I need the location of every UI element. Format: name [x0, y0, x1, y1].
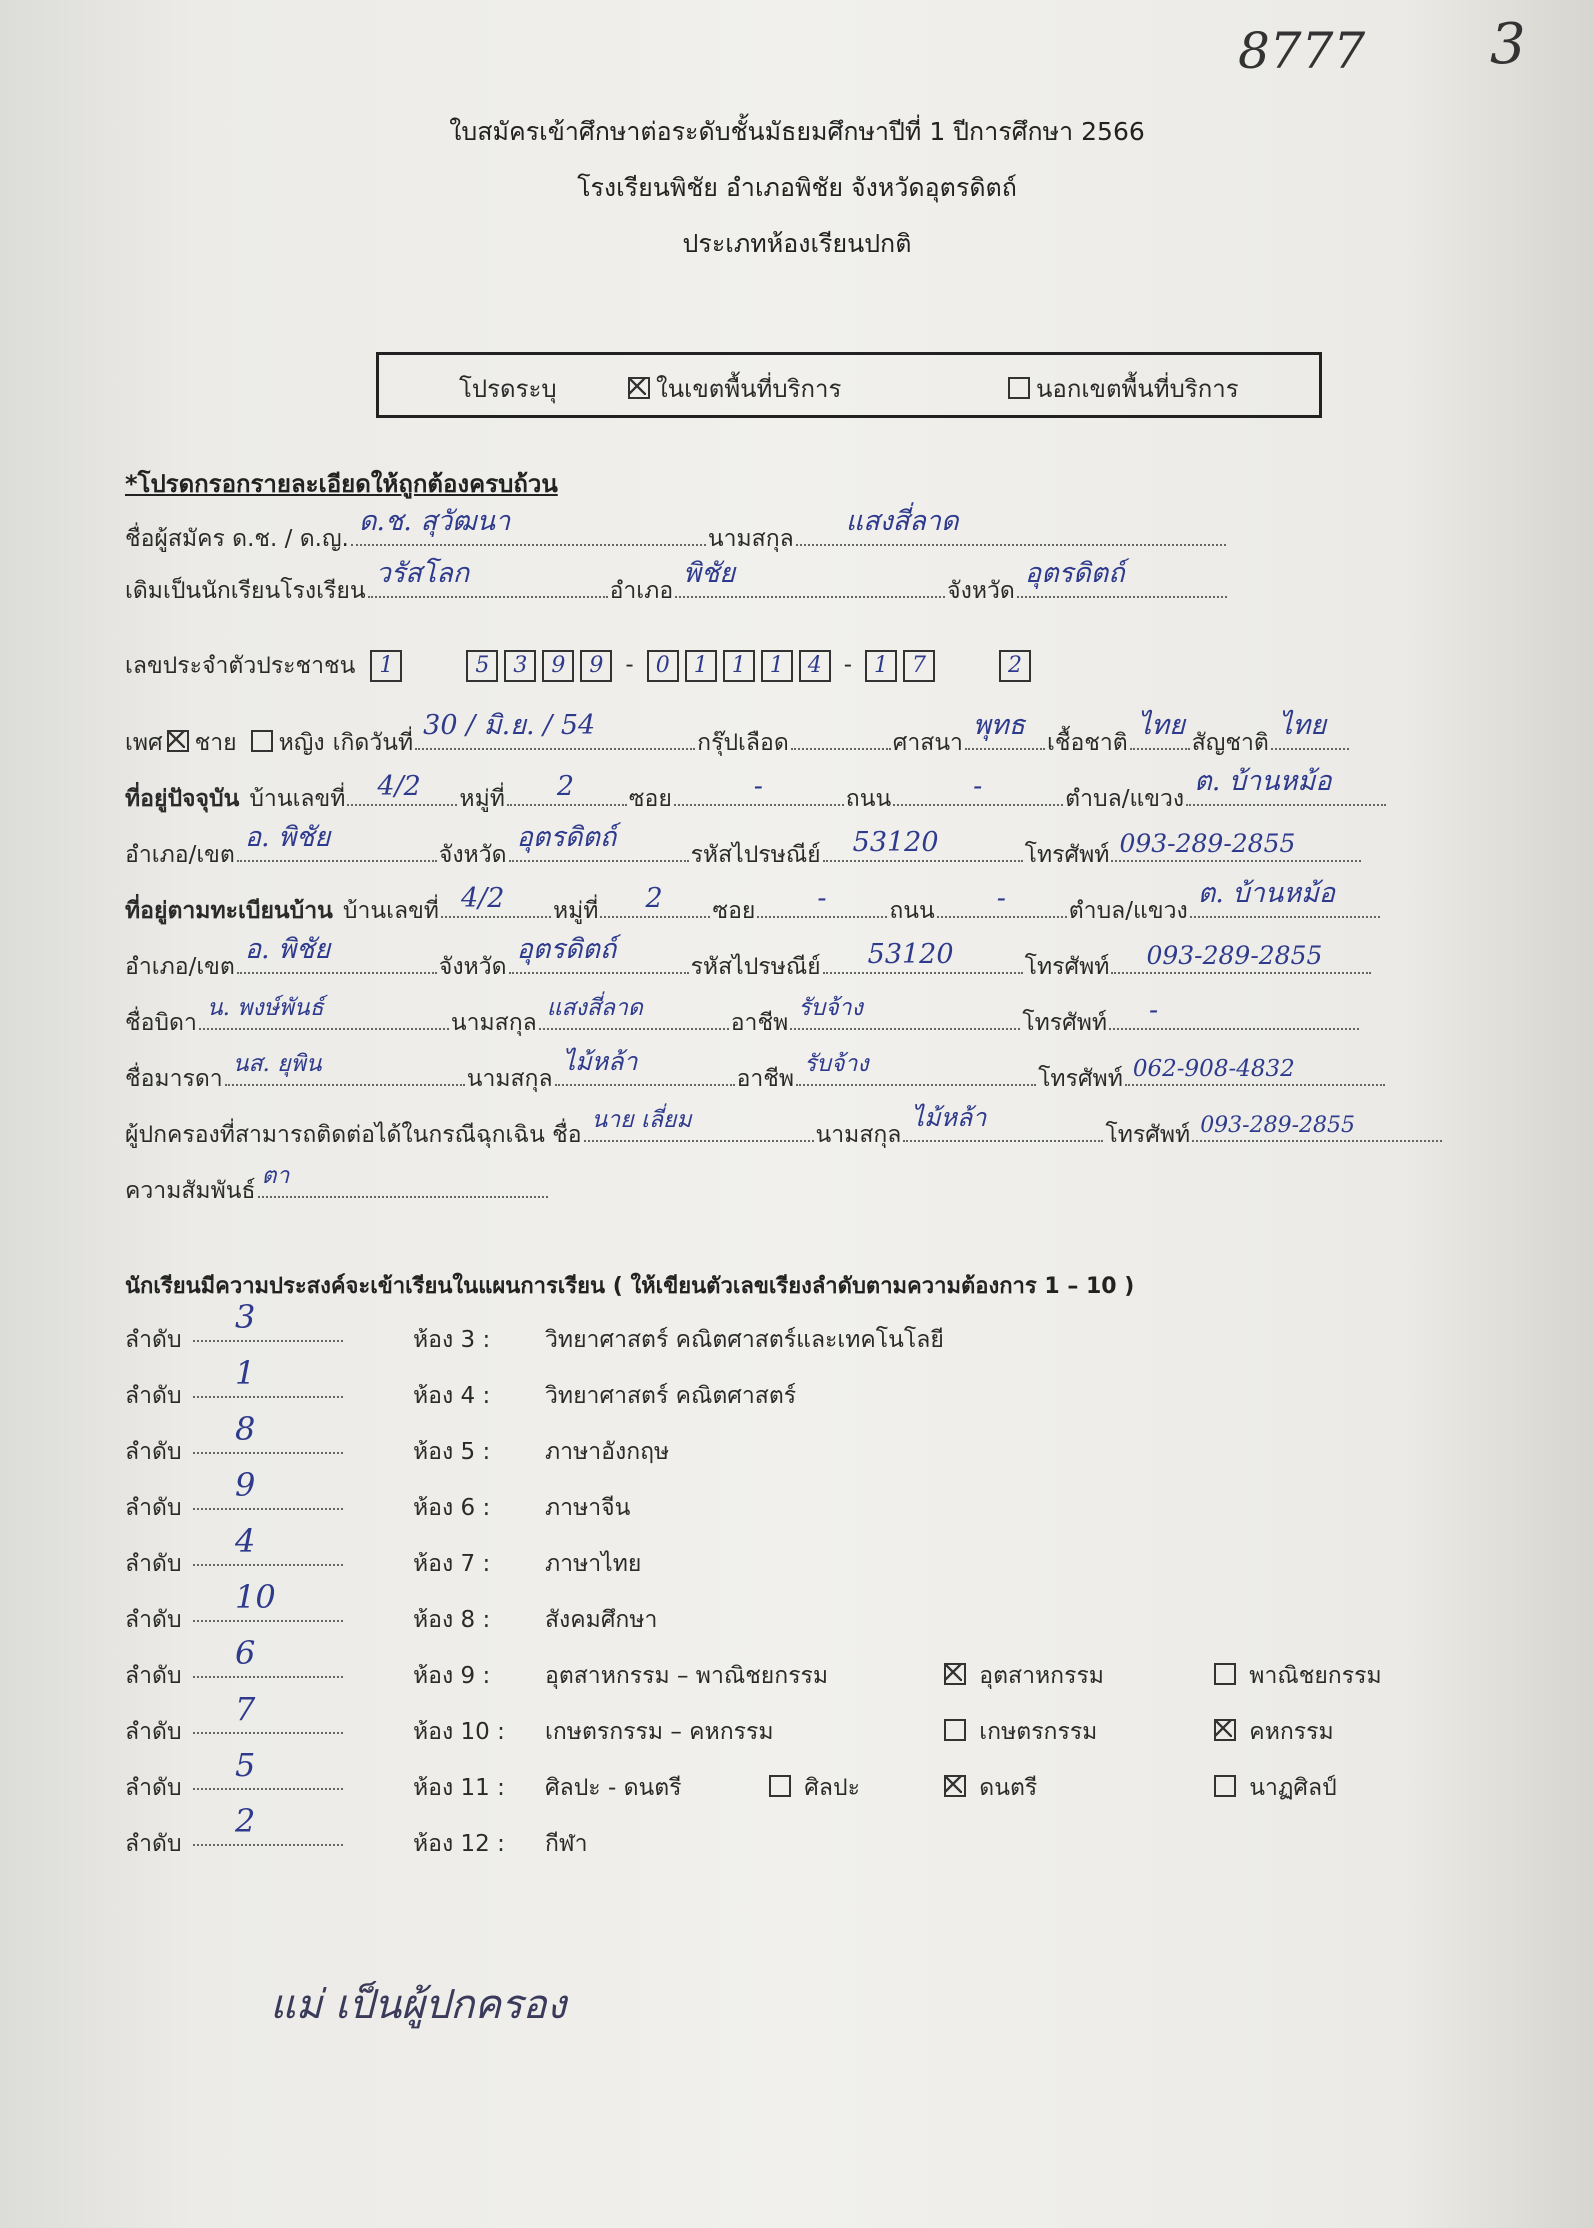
room-plan-name: เกษตรกรรม – คหกรรม [545, 1719, 774, 1745]
religion-value: พุทธ [972, 710, 1026, 741]
current-address-row1 [125, 766, 1388, 817]
current-moo-label: หมู่ที่ [459, 786, 505, 812]
father-label: ชื่อบิดา [125, 1010, 197, 1036]
form-number: 8777 [1238, 22, 1366, 80]
father-phone-label: โทรศัพท์ [1022, 1010, 1108, 1036]
guardian-phone-label: โทรศัพท์ [1105, 1122, 1191, 1148]
registered-province-field[interactable] [509, 934, 689, 974]
current-province-value: อุตรดิตถ์ [516, 822, 617, 853]
room-number: ห้อง 7 : [413, 1551, 491, 1577]
current-province-label: จังหวัด [438, 842, 507, 868]
guardian-label: ผู้ปกครองที่สามารถติดต่อได้ในกรณีฉุกเฉิน ชื่อ [125, 1122, 582, 1148]
father-name-value: น. พงษ์พันธ์ [206, 995, 324, 1021]
current-tambon-field[interactable] [1186, 766, 1386, 806]
religion-field[interactable] [965, 710, 1045, 750]
female-checkbox[interactable] [251, 730, 273, 752]
relation-label: ความสัมพันธ์ [125, 1178, 256, 1204]
registered-house-field[interactable] [441, 883, 551, 918]
current-phone-label: โทรศัพท์ [1024, 842, 1110, 868]
citizen-id-digit[interactable]: 9 [580, 650, 612, 682]
room-sub-checkbox[interactable] [944, 1719, 966, 1741]
classroom-type: ประเภทห้องเรียนปกติ [682, 229, 912, 258]
school-province-field[interactable] [1017, 558, 1227, 598]
room-number: ห้อง 9 : [413, 1663, 491, 1689]
mother-phone-value: 062-908-4832 [1132, 1056, 1295, 1082]
current-tambon-label: ตำบล/แขวง [1065, 786, 1185, 812]
rank-label: ลำดับ [125, 1775, 182, 1801]
current-tambon-value: ต. บ้านหม้อ [1194, 766, 1332, 797]
dob-field[interactable] [415, 710, 695, 750]
current-soi-value: - [753, 771, 763, 802]
in-area-label: ในเขตพื้นที่บริการ [656, 375, 842, 403]
race-value: ไทย [1137, 710, 1185, 741]
mother-phone-field[interactable] [1125, 1056, 1385, 1086]
room-number: ห้อง 11 : [413, 1775, 505, 1801]
room-plan-name: ภาษาอังกฤษ [545, 1439, 670, 1465]
current-road-label: ถนน [845, 786, 892, 812]
registered-zip-value: 53120 [867, 939, 954, 970]
room-number: ห้อง 10 : [413, 1719, 505, 1745]
male-checkbox[interactable] [167, 730, 189, 752]
rank-value: 1 [235, 1354, 256, 1392]
mother-name-field[interactable] [225, 1051, 465, 1086]
citizen-id-label: เลขประจำตัวประชาชน [125, 653, 356, 679]
registered-house-label: บ้านเลขที่ [342, 898, 439, 924]
relation-field[interactable] [258, 1163, 548, 1198]
rank-value: 10 [235, 1578, 276, 1616]
mother-row [125, 1047, 1387, 1097]
registered-road-value: - [996, 883, 1006, 914]
current-address-title: ที่อยู่ปัจจุบัน [125, 786, 240, 812]
registered-zip-field[interactable] [823, 939, 1023, 974]
religion-label: ศาสนา [892, 730, 963, 756]
mother-name-value: นส. ยุพิน [232, 1051, 322, 1077]
service-area-label: โปรดระบุ [459, 375, 557, 403]
rank-field[interactable] [193, 1634, 343, 1678]
father-row [125, 995, 1361, 1041]
room-sub-option[interactable] [1210, 1770, 1337, 1806]
room-sub-label: คหกรรม [1242, 1719, 1334, 1745]
rank-label: ลำดับ [125, 1607, 182, 1633]
registered-soi-label: ซอย [712, 898, 756, 924]
female-label: หญิง [278, 730, 325, 756]
current-moo-value: 2 [556, 771, 575, 802]
out-area-option[interactable] [1004, 369, 1239, 408]
school-district-value: พิชัย [683, 558, 736, 589]
father-surname-field[interactable] [539, 995, 729, 1030]
page-number: 3 [1490, 12, 1526, 77]
male-label: ชาย [194, 730, 237, 756]
room-plan-name: กีฬา [545, 1831, 588, 1857]
room-sub-checkbox[interactable] [769, 1775, 791, 1797]
current-road-field[interactable] [893, 771, 1063, 806]
school-province-value: อุตรดิตถ์ [1024, 558, 1125, 589]
registered-phone-field[interactable] [1111, 941, 1371, 974]
father-surname-value: แสงสี่ลาด [546, 995, 643, 1021]
citizen-id-digit[interactable]: 0 [647, 650, 679, 682]
rank-label: ลำดับ [125, 1663, 182, 1689]
applicant-name-field[interactable] [351, 506, 706, 546]
school-district-label: อำเภอ [609, 578, 674, 604]
applicant-name-value: ด.ช. สุวัฒนา [358, 506, 511, 537]
current-phone-field[interactable] [1111, 829, 1361, 862]
registered-house-value: 4/2 [460, 883, 505, 914]
current-house-value: 4/2 [377, 771, 421, 802]
previous-school-label: เดิมเป็นนักเรียนโรงเรียน [125, 578, 366, 604]
registered-moo-value: 2 [645, 883, 663, 914]
room-sub-checkbox[interactable] [1214, 1719, 1236, 1741]
school-title: โรงเรียนพิชัย อำเภอพิชัย จังหวัดอุตรดิตถ์ [577, 173, 1017, 202]
personal-info-row [125, 710, 1351, 761]
rank-field[interactable] [193, 1690, 343, 1734]
rank-field[interactable] [193, 1522, 343, 1566]
current-amphoe-value: อ. พิชัย [244, 822, 331, 853]
room-sub-label: นาฏศิลป์ [1242, 1775, 1337, 1801]
rank-value: 4 [235, 1522, 256, 1560]
room-sub-option[interactable] [940, 1658, 1104, 1694]
rank-value: 6 [235, 1634, 256, 1672]
citizen-id-digit[interactable]: 5 [466, 650, 498, 682]
registered-phone-label: โทรศัพท์ [1024, 954, 1110, 980]
mother-label: ชื่อมารดา [125, 1066, 223, 1092]
room-sub-label: ดนตรี [972, 1775, 1038, 1801]
citizen-id-boxes[interactable] [367, 650, 1034, 682]
registered-tambon-field[interactable] [1190, 878, 1380, 918]
rank-value: 9 [235, 1466, 256, 1504]
guardian-row [125, 1103, 1444, 1153]
citizen-id-digit[interactable]: 1 [761, 650, 793, 682]
plan-title: นักเรียนมีความประสงค์จะเข้าเรียนในแผนการเรียน ( ให้เขียนตัวเลขเรียงลำดับตามความต้องการ 1 – 10 ) [125, 1274, 1135, 1299]
citizen-id-digit[interactable]: 1 [865, 650, 897, 682]
father-surname-label: นามสกุล [450, 1010, 537, 1036]
current-soi-label: ซอย [628, 786, 672, 812]
citizen-id-row [125, 648, 1034, 684]
guardian-surname-field[interactable] [903, 1103, 1103, 1142]
registered-soi-field[interactable] [757, 883, 887, 918]
registered-phone-value: 093-289-2855 [1146, 941, 1323, 970]
current-phone-value: 093-289-2855 [1119, 829, 1296, 858]
room-sub-label: พาณิชยกรรม [1242, 1663, 1382, 1689]
room-plan-name: วิทยาศาสตร์ คณิตศาสตร์และเทคโนโลยี [545, 1327, 944, 1353]
dob-value: 30 / มิ.ย. / 54 [423, 710, 596, 741]
room-sub-checkbox[interactable] [944, 1775, 966, 1797]
applicant-surname-field[interactable] [796, 506, 1226, 546]
rank-value: 8 [235, 1410, 256, 1448]
room-sub-checkbox[interactable] [1214, 1663, 1236, 1685]
form-title: ใบสมัครเข้าศึกษาต่อระดับชั้นมัธยมศึกษาปีที่ 1 ปีการศึกษา 2566 [449, 117, 1145, 146]
mother-surname-field[interactable] [555, 1047, 735, 1086]
rank-label: ลำดับ [125, 1439, 182, 1465]
citizen-id-digit[interactable]: 3 [504, 650, 536, 682]
rank-value: 7 [235, 1690, 256, 1728]
rank-value: 2 [235, 1802, 256, 1840]
rank-field[interactable] [193, 1354, 343, 1398]
race-field[interactable] [1130, 710, 1190, 750]
current-road-value: - [973, 771, 983, 802]
room-number: ห้อง 3 : [413, 1327, 491, 1353]
mother-phone-label: โทรศัพท์ [1038, 1066, 1123, 1092]
guardian-phone-field[interactable] [1192, 1113, 1442, 1142]
registered-moo-field[interactable] [600, 883, 710, 918]
room-sub-option[interactable] [940, 1714, 1097, 1750]
current-amphoe-field[interactable] [237, 822, 437, 862]
guardian-name-field[interactable] [584, 1107, 814, 1142]
citizen-id-digit[interactable]: 9 [542, 650, 574, 682]
nationality-label: สัญชาติ [1191, 730, 1269, 756]
rank-field[interactable] [193, 1410, 343, 1454]
room-plan-name: วิทยาศาสตร์ คณิตศาสตร์ [545, 1383, 797, 1409]
guardian-phone-value: 093-289-2855 [1200, 1113, 1356, 1138]
father-phone-field[interactable] [1109, 995, 1359, 1030]
current-moo-field[interactable] [507, 771, 627, 806]
previous-school-field[interactable] [368, 558, 608, 598]
registered-tambon-label: ตำบล/แขวง [1068, 898, 1188, 924]
registered-zip-label: รหัสไปรษณีย์ [690, 954, 821, 980]
rank-field[interactable] [193, 1466, 343, 1510]
current-house-field[interactable] [347, 771, 457, 806]
father-job-label: อาชีพ [730, 1010, 789, 1036]
relation-row [125, 1163, 550, 1209]
school-province-label: จังหวัด [947, 578, 1015, 604]
registered-road-label: ถนน [889, 898, 935, 924]
out-area-label: นอกเขตพื้นที่บริการ [1036, 375, 1239, 403]
room-sub-option[interactable] [1210, 1658, 1382, 1694]
room-plan-name: อุตสาหกรรม – พาณิชยกรรม [545, 1663, 829, 1689]
rank-field[interactable] [193, 1298, 343, 1342]
footer-note: แม่ เป็นผู้ปกครอง [270, 1982, 567, 2028]
registered-province-value: อุตรดิตถ์ [516, 934, 617, 965]
rank-field[interactable] [193, 1578, 343, 1622]
current-province-field[interactable] [509, 822, 689, 862]
room-plan-name: สังคมศึกษา [545, 1607, 658, 1633]
room-sub-option[interactable] [940, 1770, 1037, 1806]
citizen-id-digit[interactable]: 1 [685, 650, 717, 682]
registered-address-row1 [125, 878, 1382, 929]
room-plan-name: ศิลปะ - ดนตรี [545, 1775, 682, 1801]
citizen-id-separator: - [625, 652, 634, 678]
registered-tambon-value: ต. บ้านหม้อ [1197, 878, 1336, 909]
registered-province-label: จังหวัด [438, 954, 507, 980]
citizen-id-digit[interactable]: 4 [799, 650, 831, 682]
applicant-surname-value: แสงสี่ลาด [845, 506, 959, 537]
school-district-field[interactable] [675, 558, 945, 598]
room-sub-checkbox[interactable] [1214, 1775, 1236, 1797]
blood-field[interactable] [791, 724, 891, 750]
current-zip-value: 53120 [852, 827, 939, 858]
applicant-name-label: ชื่อผู้สมัคร ด.ช. / ด.ญ. [125, 526, 349, 552]
in-area-option[interactable] [624, 369, 841, 408]
mother-surname-label: นามสกุล [466, 1066, 553, 1092]
room-number: ห้อง 12 : [413, 1831, 505, 1857]
room-sub-label: อุตสาหกรรม [972, 1663, 1104, 1689]
room-sub-option[interactable] [765, 1770, 860, 1806]
dob-label: เกิดวันที่ [332, 730, 414, 756]
nationality-field[interactable] [1271, 710, 1349, 750]
race-label: เชื้อชาติ [1046, 730, 1128, 756]
rank-label: ลำดับ [125, 1383, 182, 1409]
registered-amphoe-label: อำเภอ/เขต [125, 954, 235, 980]
rank-label: ลำดับ [125, 1831, 182, 1857]
father-name-field[interactable] [199, 995, 449, 1030]
relation-value: ตา [261, 1163, 290, 1189]
rank-field[interactable] [193, 1746, 343, 1790]
instruction: *โปรดกรอกรายละเอียดให้ถูกต้องครบถ้วน [125, 470, 558, 498]
previous-school-row [125, 558, 1229, 609]
applicant-surname-label: นามสกุล [707, 526, 794, 552]
current-zip-label: รหัสไปรษณีย์ [690, 842, 821, 868]
out-area-checkbox[interactable] [1008, 377, 1030, 399]
registered-road-field[interactable] [937, 883, 1067, 918]
room-sub-option[interactable] [1210, 1714, 1334, 1750]
father-job-value: รับจ้าง [798, 995, 863, 1021]
registered-moo-label: หมู่ที่ [552, 898, 599, 924]
registered-address-row2 [125, 934, 1373, 985]
citizen-id-digit[interactable]: 2 [999, 650, 1031, 682]
current-soi-field[interactable] [674, 771, 844, 806]
nationality-value: ไทย [1278, 710, 1327, 741]
guardian-surname-label: นามสกุล [815, 1122, 902, 1148]
mother-surname-value: ไม้หล้า [562, 1047, 638, 1076]
rank-label: ลำดับ [125, 1327, 182, 1353]
room-sub-checkbox[interactable] [944, 1663, 966, 1685]
current-house-label: บ้านเลขที่ [249, 786, 346, 812]
previous-school-value: วรัสโลก [375, 558, 470, 589]
room-number: ห้อง 5 : [413, 1439, 491, 1465]
citizen-id-digit[interactable]: 7 [903, 650, 935, 682]
room-number: ห้อง 8 : [413, 1607, 491, 1633]
current-address-row2 [125, 822, 1363, 873]
registered-amphoe-value: อ. พิชัย [244, 934, 331, 965]
registered-address-title: ที่อยู่ตามทะเบียนบ้าน [125, 898, 333, 924]
room-sub-label: เกษตรกรรม [972, 1719, 1098, 1745]
guardian-surname-value: ไม้หล้า [911, 1103, 987, 1132]
room-number: ห้อง 6 : [413, 1495, 491, 1521]
in-area-checkbox[interactable] [628, 377, 650, 399]
guardian-name-value: นาย เลี่ยม [591, 1107, 692, 1133]
mother-job-label: อาชีพ [736, 1066, 795, 1092]
citizen-id-digit[interactable]: 1 [370, 650, 402, 682]
mother-job-value: รับจ้าง [804, 1051, 869, 1077]
room-sub-label: ศิลปะ [797, 1775, 860, 1801]
rank-value: 3 [235, 1298, 256, 1336]
sex-label: เพศ [125, 730, 163, 756]
room-plan-name: ภาษาไทย [545, 1551, 642, 1577]
registered-soi-value: - [817, 883, 827, 914]
father-job-field[interactable] [790, 995, 1020, 1030]
service-area-box [376, 352, 1322, 418]
rank-field[interactable] [193, 1802, 343, 1846]
rank-value: 5 [235, 1746, 256, 1784]
mother-job-field[interactable] [796, 1051, 1036, 1086]
registered-amphoe-field[interactable] [237, 934, 437, 974]
rank-label: ลำดับ [125, 1495, 182, 1521]
room-plan-name: ภาษาจีน [545, 1495, 631, 1521]
citizen-id-separator: - [843, 652, 853, 678]
rank-label: ลำดับ [125, 1719, 182, 1745]
current-amphoe-label: อำเภอ/เขต [125, 842, 235, 868]
room-number: ห้อง 4 : [413, 1383, 491, 1409]
citizen-id-digit[interactable]: 1 [723, 650, 755, 682]
father-phone-value: - [1149, 995, 1159, 1026]
current-zip-field[interactable] [823, 827, 1023, 862]
blood-label: กรุ๊ปเลือด [697, 730, 789, 756]
rank-label: ลำดับ [125, 1551, 182, 1577]
